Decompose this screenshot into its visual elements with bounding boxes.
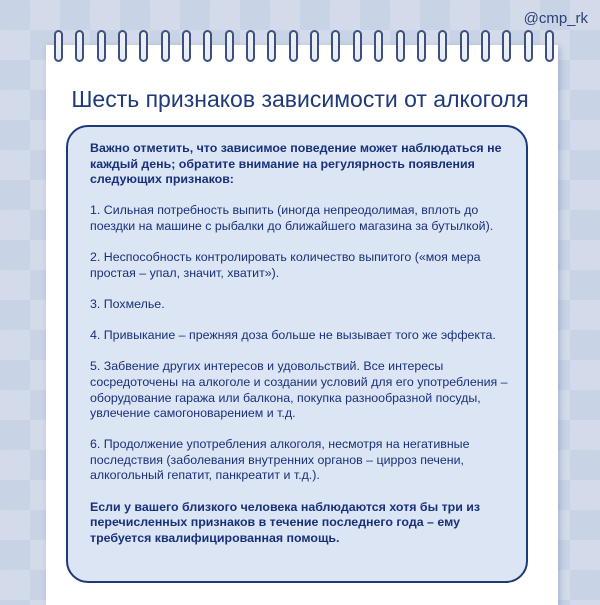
sign-item-6: 6. Продолжение употребления алкоголя, несмотря на негативные последствия (заболевания внутренних органов – цирроз печени, алкогольный гепатит, панкреатит и т.д.).	[90, 437, 470, 483]
binding-ring	[118, 30, 127, 62]
binding-ring	[75, 30, 84, 62]
sign-item-4: 4. Привыкание – прежняя доза больше не вызывает того же эффекта.	[90, 328, 496, 343]
conclusion-text: Если у вашего близкого человека наблюдаются хотя бы три из перечисленных признаков в течение последнего года – ему требуется квалифицированная помощь.	[90, 499, 481, 545]
sign-item-5: 5. Забвение других интересов и удовольствий. Все интересы сосредоточены на алкоголе и создании условий для его употребления – оборудование гаража или балкона, покупка разнообразной посуды, увлечение самогоноварением и т.д.	[90, 359, 508, 421]
binding-ring	[97, 30, 106, 62]
binding-ring	[417, 30, 426, 62]
binding-ring	[331, 30, 340, 62]
author-handle[interactable]: @cmp_rk	[523, 10, 588, 27]
spiral-binding	[54, 30, 554, 64]
binding-ring	[524, 30, 533, 62]
sign-item-1: 1. Сильная потребность выпить (иногда непреодолимая, вплоть до поездки на машине с рыбалки до ближайшего магазина за бутылкой).	[90, 203, 494, 233]
binding-ring	[460, 30, 469, 62]
binding-ring	[481, 30, 490, 62]
content-panel	[66, 125, 528, 583]
binding-ring	[139, 30, 148, 62]
binding-ring	[396, 30, 405, 62]
intro-text: Важно отметить, что зависимое поведение может наблюдаться не каждый день; обратите внимание на регулярность появления следующих признаков:	[90, 141, 502, 187]
binding-ring	[246, 30, 255, 62]
binding-ring	[182, 30, 191, 62]
binding-ring	[54, 30, 63, 62]
binding-ring	[545, 30, 554, 62]
binding-ring	[267, 30, 276, 62]
binding-ring	[374, 30, 383, 62]
binding-ring	[310, 30, 319, 62]
binding-ring	[353, 30, 362, 62]
sign-item-3: 3. Похмелье.	[90, 296, 165, 311]
binding-ring	[502, 30, 511, 62]
binding-ring	[203, 30, 212, 62]
binding-ring	[289, 30, 298, 62]
page-title: Шесть признаков зависимости от алкоголя	[71, 86, 529, 112]
binding-ring	[438, 30, 447, 62]
binding-ring	[225, 30, 234, 62]
sign-item-2: 2. Неспособность контролировать количество выпитого («моя мера простая – упал, значит, хватит»).	[90, 250, 481, 280]
binding-ring	[161, 30, 170, 62]
